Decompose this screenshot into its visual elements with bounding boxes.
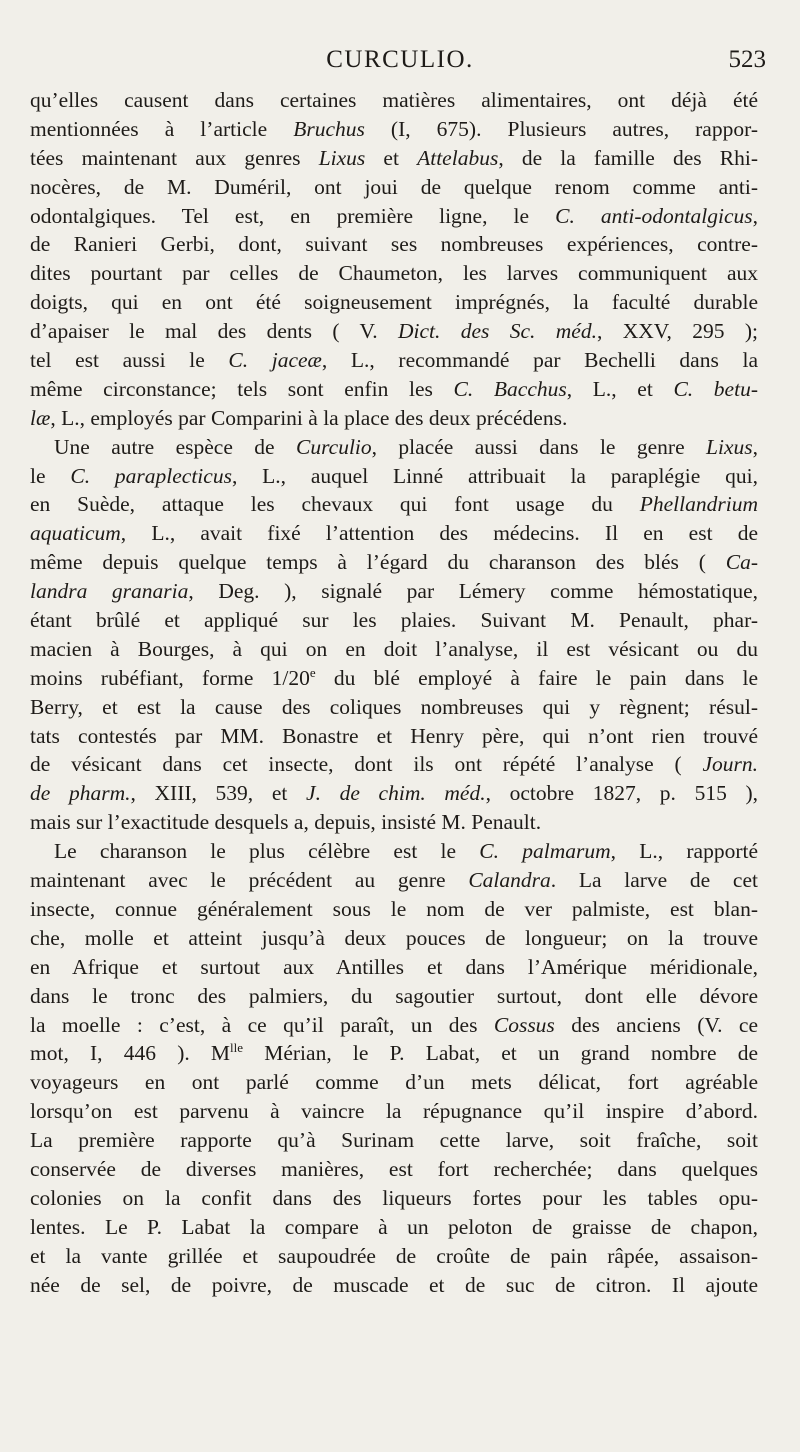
- text-line: [30, 115, 758, 144]
- text-line: [30, 144, 758, 173]
- text-line: [30, 606, 758, 635]
- text-run: doigts, qui en ont été soigneusement imprégnés, la faculté durable: [30, 290, 758, 315]
- italic-text: C. jaceæ: [228, 348, 322, 373]
- text-line: [30, 1039, 758, 1068]
- text-line: [30, 808, 758, 837]
- text-line: [30, 317, 758, 346]
- superscript: lle: [230, 1040, 244, 1056]
- text-line: [30, 693, 758, 722]
- text-run: insecte, connue généralement sous le nom de ver palmiste, est blan-: [30, 896, 758, 921]
- text-run: (I, 675). Plusieurs autres, rappor-: [364, 116, 758, 141]
- text-line: [30, 1126, 758, 1155]
- text-line: [30, 953, 758, 982]
- text-run: , L., avait fixé l’attention des médecins. Il en est de: [120, 521, 758, 546]
- text-line: [30, 1011, 758, 1040]
- superscript: e: [309, 664, 316, 680]
- italic-text: J. de chim. méd.: [306, 781, 486, 806]
- text-run: Une autre espèce de: [54, 434, 296, 459]
- text-line: [30, 86, 758, 115]
- text-run: voyageurs en ont parlé comme d’un mets délicat, fort agréable: [30, 1070, 758, 1095]
- text-run: du blé employé à faire le pain dans le: [315, 665, 758, 690]
- text-run: La première rapporte qu’à Surinam cette larve, soit fraîche, soit: [30, 1128, 758, 1153]
- text-line: [30, 837, 758, 866]
- text-run: mais sur l’exactitude desquels a, depuis, insisté M. Penault.: [30, 810, 542, 835]
- text-line: [30, 982, 758, 1011]
- text-run: lentes. Le P. Labat la compare à un peloton de graisse de chapon,: [30, 1214, 758, 1239]
- italic-text: Attelabus: [417, 145, 499, 170]
- text-run: , Deg. ), signalé par Lémery comme hémostatique,: [188, 579, 758, 604]
- italic-text: Journ.: [702, 752, 758, 777]
- italic-text: Ca-: [725, 550, 758, 575]
- text-run: étant brûlé et appliqué sur les plaies. Suivant M. Penault, phar-: [30, 608, 758, 633]
- running-title: CURCULIO.: [326, 46, 474, 73]
- italic-text: Cossus: [493, 1012, 555, 1037]
- text-run: née de sel, de poivre, de muscade et de suc de citron. Il ajoute: [30, 1272, 758, 1297]
- text-run: même circonstance; tels sont enfin les: [30, 376, 454, 401]
- text-line: [30, 346, 758, 375]
- text-line: [30, 895, 758, 924]
- text-run: dans le tronc des palmiers, du sagoutier surtout, dont elle dévore: [30, 983, 758, 1008]
- text-run: mentionnées à l’article: [30, 116, 294, 141]
- text-run: mot, I, 446 ). M: [30, 1041, 231, 1066]
- text-line: [30, 202, 758, 231]
- text-line: [30, 173, 758, 202]
- text-run: d’apaiser le mal des dents ( V.: [30, 319, 398, 344]
- text-run: ,: [752, 203, 758, 228]
- text-line: [30, 664, 758, 693]
- text-run: colonies on la confit dans des liqueurs fortes pour les tables opu-: [30, 1185, 758, 1210]
- body-text: [30, 86, 758, 1299]
- text-line: [30, 433, 758, 462]
- text-run: macien à Bourges, à qui on en doit l’analyse, il est vésicant ou du: [30, 636, 758, 661]
- text-line: [30, 1242, 758, 1271]
- text-run: Berry, et est la cause des coliques nombreuses qui y règnent; résul-: [30, 694, 758, 719]
- text-line: [30, 519, 758, 548]
- text-line: [30, 577, 758, 606]
- italic-text: C. Bacchus: [453, 376, 567, 401]
- text-line: [30, 1213, 758, 1242]
- text-run: la moelle : c’est, à ce qu’il paraît, un des: [30, 1012, 494, 1037]
- italic-text: Bruchus: [293, 116, 365, 141]
- italic-text: C. paraplecticus: [70, 463, 232, 488]
- text-run: dites pourtant par celles de Chaumeton, les larves communiquent aux: [30, 261, 758, 286]
- italic-text: aquaticum: [30, 521, 121, 546]
- page-number: 523: [728, 46, 766, 73]
- text-line: [30, 779, 758, 808]
- text-run: nocères, de M. Duméril, ont joui de quelque renom comme anti-: [30, 174, 758, 199]
- italic-text: Lixus: [318, 145, 366, 170]
- text-run: Mérian, le P. Labat, et un grand nombre de: [243, 1041, 758, 1066]
- text-run: qu’elles causent dans certaines matières alimentaires, ont déjà été: [30, 88, 758, 112]
- text-run: lorsqu’on est parvenu à vaincre la répugnance qu’il inspire d’abord.: [30, 1099, 758, 1124]
- italic-text: C. anti-odontalgicus: [555, 203, 753, 228]
- italic-text: Curculio: [296, 434, 372, 459]
- text-run: ,: [752, 434, 758, 459]
- text-run: . La larve de cet: [550, 868, 758, 893]
- text-line: [30, 1097, 758, 1126]
- text-line: [30, 635, 758, 664]
- text-run: tées maintenant aux genres: [30, 145, 319, 170]
- text-line: [30, 404, 758, 433]
- text-run: , L., et: [566, 376, 674, 401]
- text-run: et la vante grillée et saupoudrée de croûte de pain râpée, assaison-: [30, 1243, 758, 1268]
- text-run: Le charanson le plus célèbre est le: [54, 839, 480, 864]
- text-line: [30, 1068, 758, 1097]
- text-run: , XIII, 539, et: [130, 781, 307, 806]
- italic-text: Phellandrium: [639, 492, 758, 517]
- text-line: [30, 230, 758, 259]
- italic-text: Dict. des Sc. méd.: [397, 319, 597, 344]
- text-run: de vésicant dans cet insecte, dont ils ont répété l’analyse (: [30, 752, 703, 777]
- text-run: tel est aussi le: [30, 348, 229, 373]
- text-run: même depuis quelque temps à l’égard du charanson des blés (: [30, 550, 726, 575]
- text-run: en Suède, attaque les chevaux qui font usage du: [30, 492, 640, 517]
- italic-text: Lixus: [706, 434, 753, 459]
- text-line: [30, 722, 758, 751]
- italic-text: C. palmarum: [479, 839, 611, 864]
- text-run: des anciens (V. ce: [554, 1012, 758, 1037]
- text-line: [30, 288, 758, 317]
- text-line: [30, 1271, 758, 1300]
- text-line: [30, 924, 758, 953]
- italic-text: C. betu-: [673, 376, 758, 401]
- text-run: , de la famille des Rhi-: [498, 145, 758, 170]
- text-line: [30, 462, 758, 491]
- text-line: [30, 750, 758, 779]
- text-run: en Afrique et surtout aux Antilles et dans l’Amérique méridionale,: [30, 954, 758, 979]
- text-line: [30, 548, 758, 577]
- italic-text: de pharm.: [30, 781, 131, 806]
- text-line: [30, 1155, 758, 1184]
- text-run: conservée de diverses manières, est fort recherchée; dans quelques: [30, 1156, 758, 1181]
- italic-text: landra granaria: [30, 579, 189, 604]
- text-run: , placée aussi dans le genre: [371, 434, 707, 459]
- text-run: , L., rapporté: [610, 839, 759, 864]
- text-line: [30, 490, 758, 519]
- page-header: [30, 46, 770, 78]
- text-run: , L., auquel Linné attribuait la paraplégie qui,: [231, 463, 758, 488]
- italic-text: læ: [30, 405, 51, 430]
- text-line: [30, 375, 758, 404]
- text-line: [30, 1184, 758, 1213]
- text-run: moins rubéfiant, forme 1/20: [30, 665, 310, 690]
- text-run: che, molle et atteint jusqu’à deux pouces de longueur; on la trouve: [30, 925, 758, 950]
- text-run: le: [30, 463, 71, 488]
- text-run: , L., recommandé par Bechelli dans la: [321, 348, 758, 373]
- text-run: et: [365, 145, 418, 170]
- text-line: [30, 866, 758, 895]
- text-run: , L., employés par Comparini à la place des deux précédens.: [50, 405, 568, 430]
- text-run: maintenant avec le précédent au genre: [30, 868, 469, 893]
- italic-text: Calandra: [468, 868, 551, 893]
- text-run: tats contestés par MM. Bonastre et Henry père, qui n’ont rien trouvé: [30, 723, 758, 748]
- text-run: , XXV, 295 );: [596, 319, 758, 344]
- text-run: de Ranieri Gerbi, dont, suivant ses nombreuses expériences, contre-: [30, 232, 758, 257]
- text-run: , octobre 1827, p. 515 ),: [485, 781, 759, 806]
- text-line: [30, 259, 758, 288]
- text-run: odontalgiques. Tel est, en première ligne, le: [30, 203, 556, 228]
